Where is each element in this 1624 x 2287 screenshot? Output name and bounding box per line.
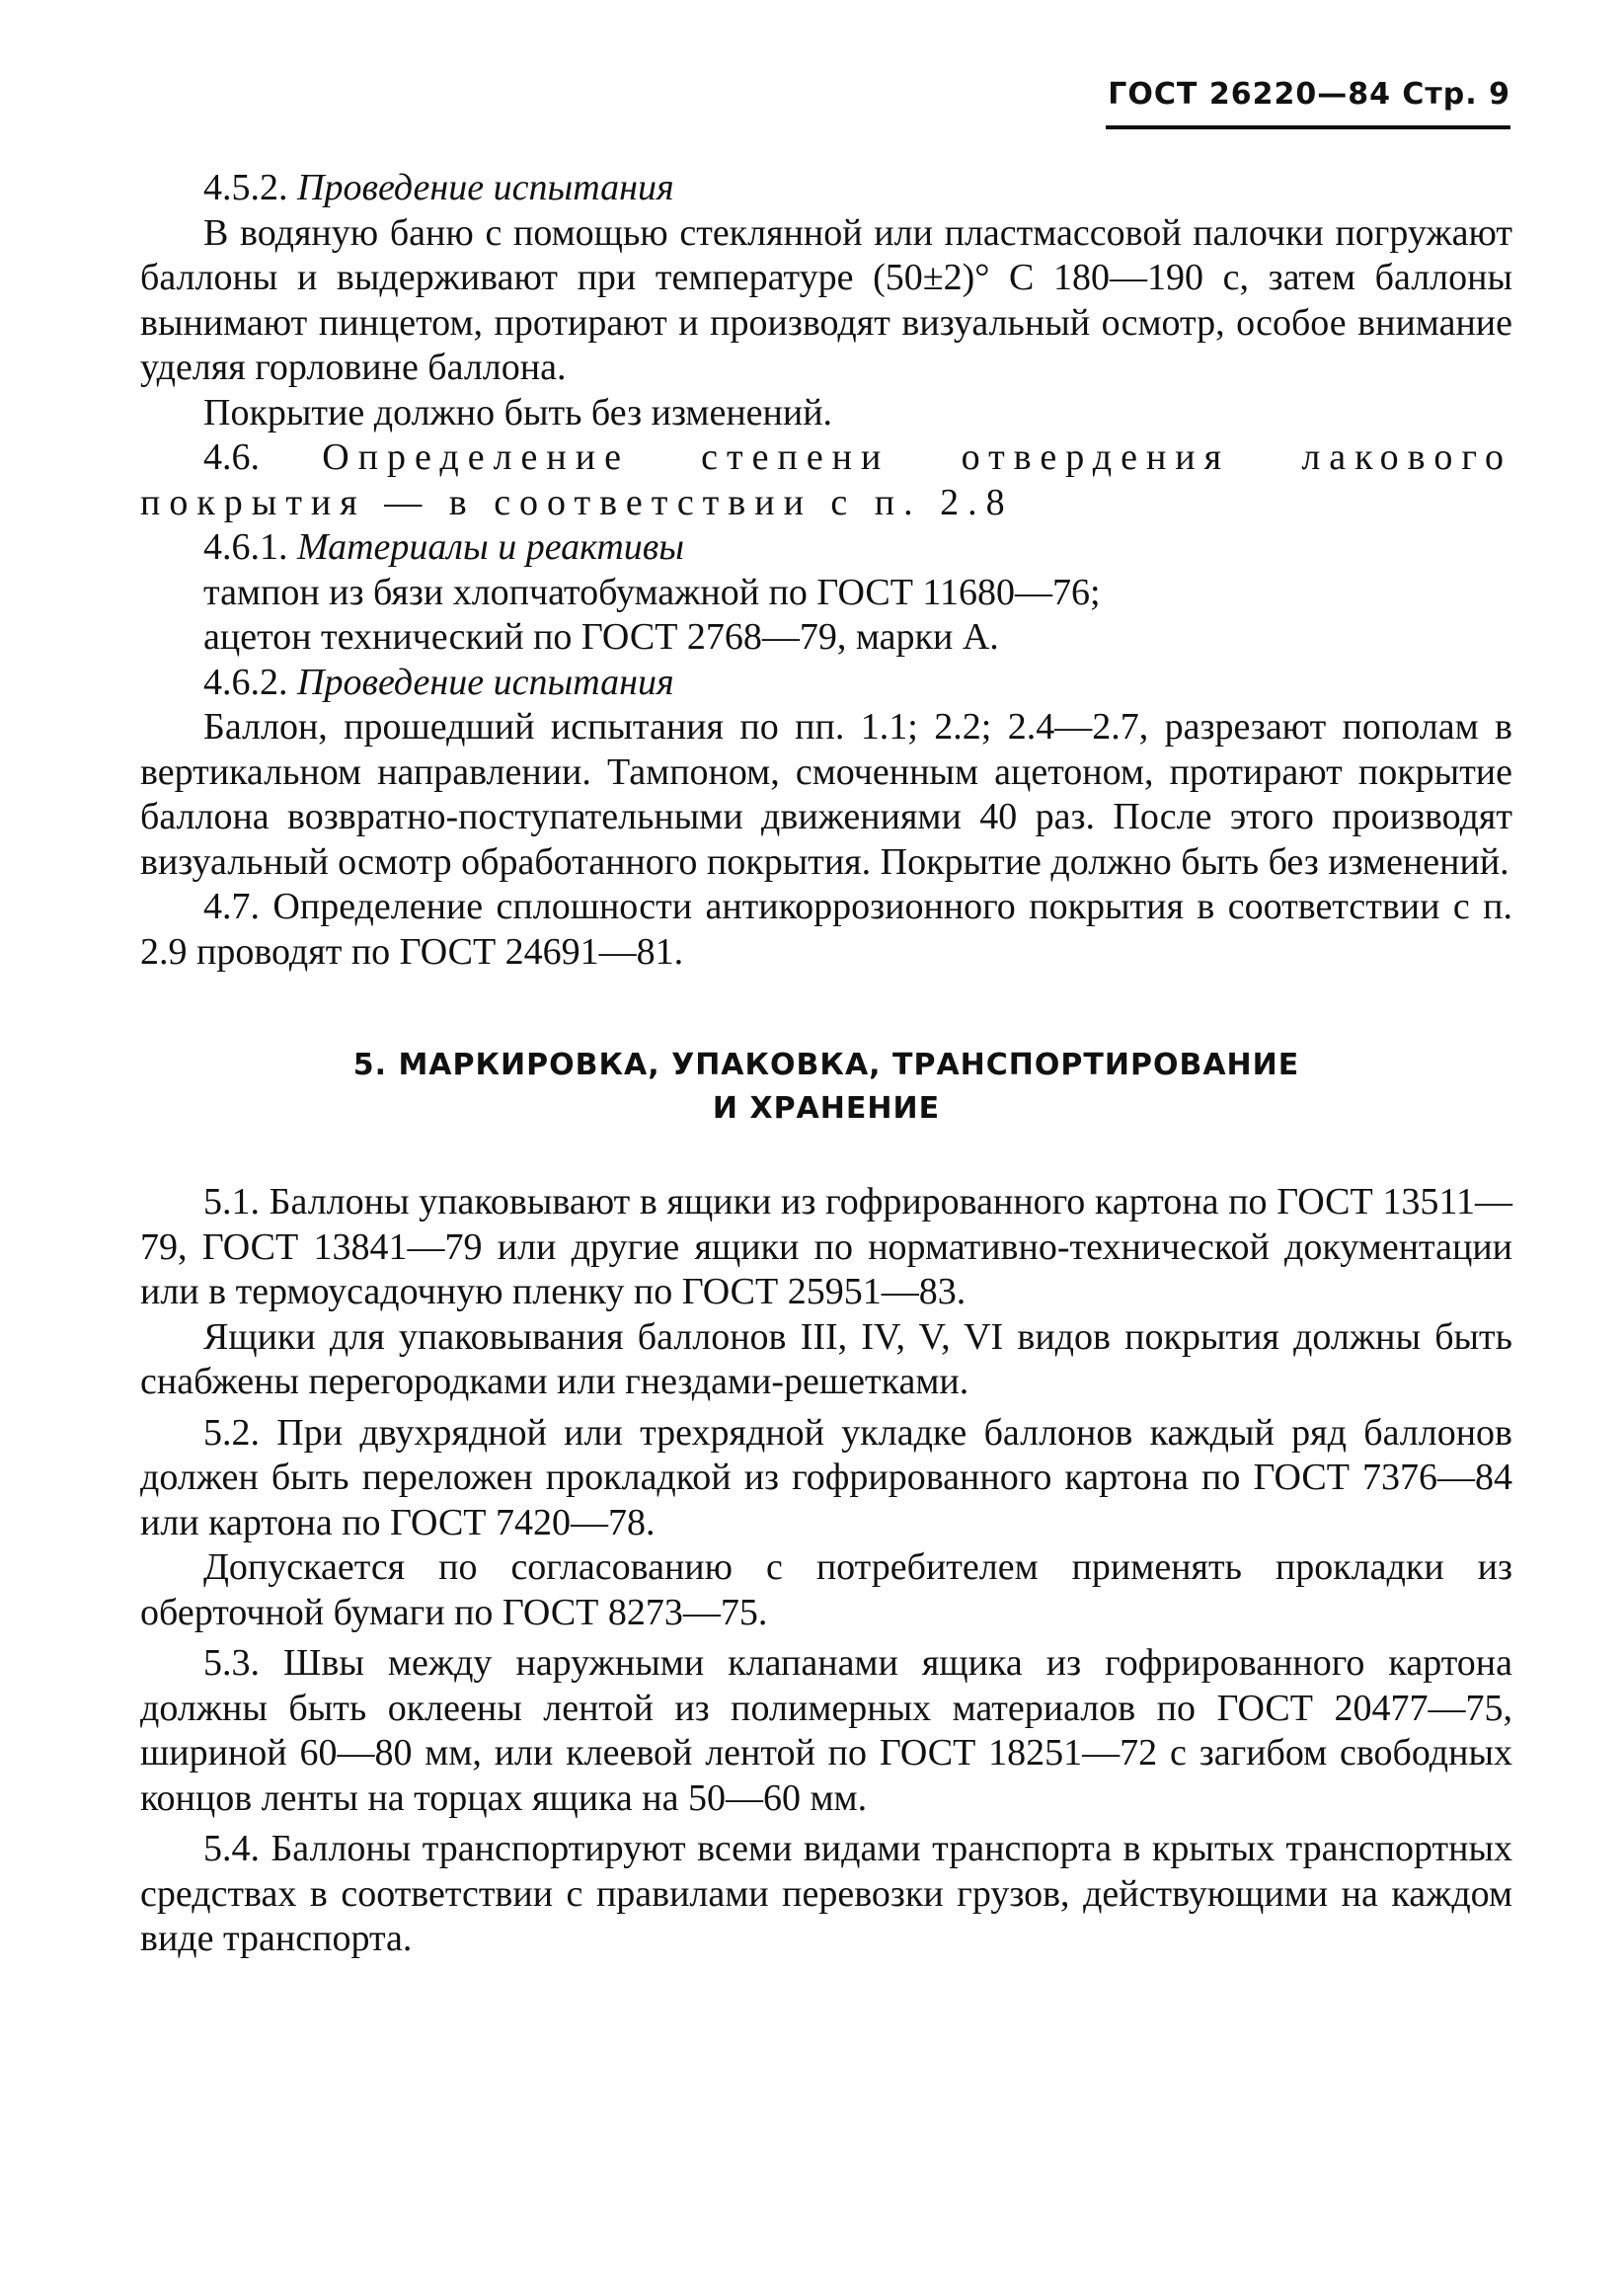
clause-number: 4.5.2. (203, 167, 288, 208)
clause-number: 4.6. (203, 436, 260, 478)
section-title-line: 5. МАРКИРОВКА, УПАКОВКА, ТРАНСПОРТИРОВАНИЕ (352, 1048, 1300, 1082)
section-title-line: И ХРАНЕНИЕ (712, 1091, 941, 1126)
clause-title: Проведение испытания (297, 167, 674, 208)
clause-5-2-text: 5.2. При двухрядной или трехрядной укладке баллонов каждый ряд баллонов должен быть переложен прокладкой из гофрированного картона по ГОСТ 7376—84 или картона по ГОСТ 7420—78. (140, 1411, 1512, 1543)
clause-4-6-2-heading (140, 661, 1512, 706)
clause-5-2-note: Допускается по согласованию с потребителем применять прокладки из оберточной бумаги по ГОСТ 8273—75. (140, 1546, 1512, 1633)
clause-4-5-2-heading (140, 166, 1512, 211)
clause-4-5-2-text: В водяную баню с помощью стеклянной или пластмассовой палочки погружают баллоны и выдерживают при температуре (50±2)° С 180—190 с, затем баллоны вынимают пинцетом, протирают и производят визуальный осмотр, особое внимание уделяя горловине баллона. (140, 211, 1512, 388)
clause-4-6-2-text: Баллон, прошедший испытания по пп. 1.1; 2.2; 2.4—2.7, разрезают пополам в вертикальном направлении. Тампоном, смоченным ацетоном, протирают покрытие баллона возвратно-поступательными движениями 40 раз. После этого производят визуальный осмотр обработанного покрытия. Покрытие должно быть без изменений. (140, 706, 1512, 883)
clause-4-6-heading (140, 435, 1512, 525)
clause-5-3-text: 5.3. Швы между наружными клапанами ящика из гофрированного картона должны быть оклеены лентой из полимерных материалов по ГОСТ 20477—75, шириной 60—80 мм, или клеевой лентой по ГОСТ 18251—72 с загибом свободных концов ленты на торцах ящика на 50—60 мм. (140, 1642, 1512, 1819)
clause-5-1-note: Ящики для упаковывания баллонов III, IV, V, VI видов покрытия должны быть снабжены перегородками или гнездами-решетками. (140, 1315, 1512, 1402)
clause-4-6-1-heading (140, 525, 1512, 571)
page-header: ГОСТ 26220—84 Стр. 9 (1106, 77, 1510, 129)
material-item: ацетон технический по ГОСТ 2768—79, марки А. (203, 616, 999, 658)
clause-number: 4.6.2. (203, 661, 288, 703)
clause-title: Определение степени отвердения лакового покрытия — в соответствии с п. 2.8 (140, 436, 1512, 523)
document-body (140, 166, 1512, 1962)
material-item: тампон из бязи хлопчатобумажной по ГОСТ 11680—76; (203, 571, 1101, 613)
clause-title: Проведение испытания (297, 661, 674, 703)
clause-4-5-2-result: Покрытие должно быть без изменений. (203, 391, 833, 434)
clause-5-1-text: 5.1. Баллоны упаковывают в ящики из гофрированного картона по ГОСТ 13511—79, ГОСТ 13841—79 или другие ящики по нормативно-технической документации или в термоусадочную пленку по ГОСТ 25951—83. (140, 1181, 1512, 1312)
clause-4-7-text: 4.7. Определение сплошности антикоррозионного покрытия в соответствии с п. 2.9 проводят по ГОСТ 24691—81. (140, 886, 1512, 973)
clause-title: Материалы и реактивы (297, 526, 685, 568)
section-5-title (140, 1044, 1512, 1131)
clause-5-4-text: 5.4. Баллоны транспортируют всеми видами транспорта в крытых транспортных средствах в соответствии с правилами перевозки грузов, действующими на каждом виде транспорта. (140, 1828, 1512, 1959)
clause-number: 4.6.1. (203, 526, 288, 568)
